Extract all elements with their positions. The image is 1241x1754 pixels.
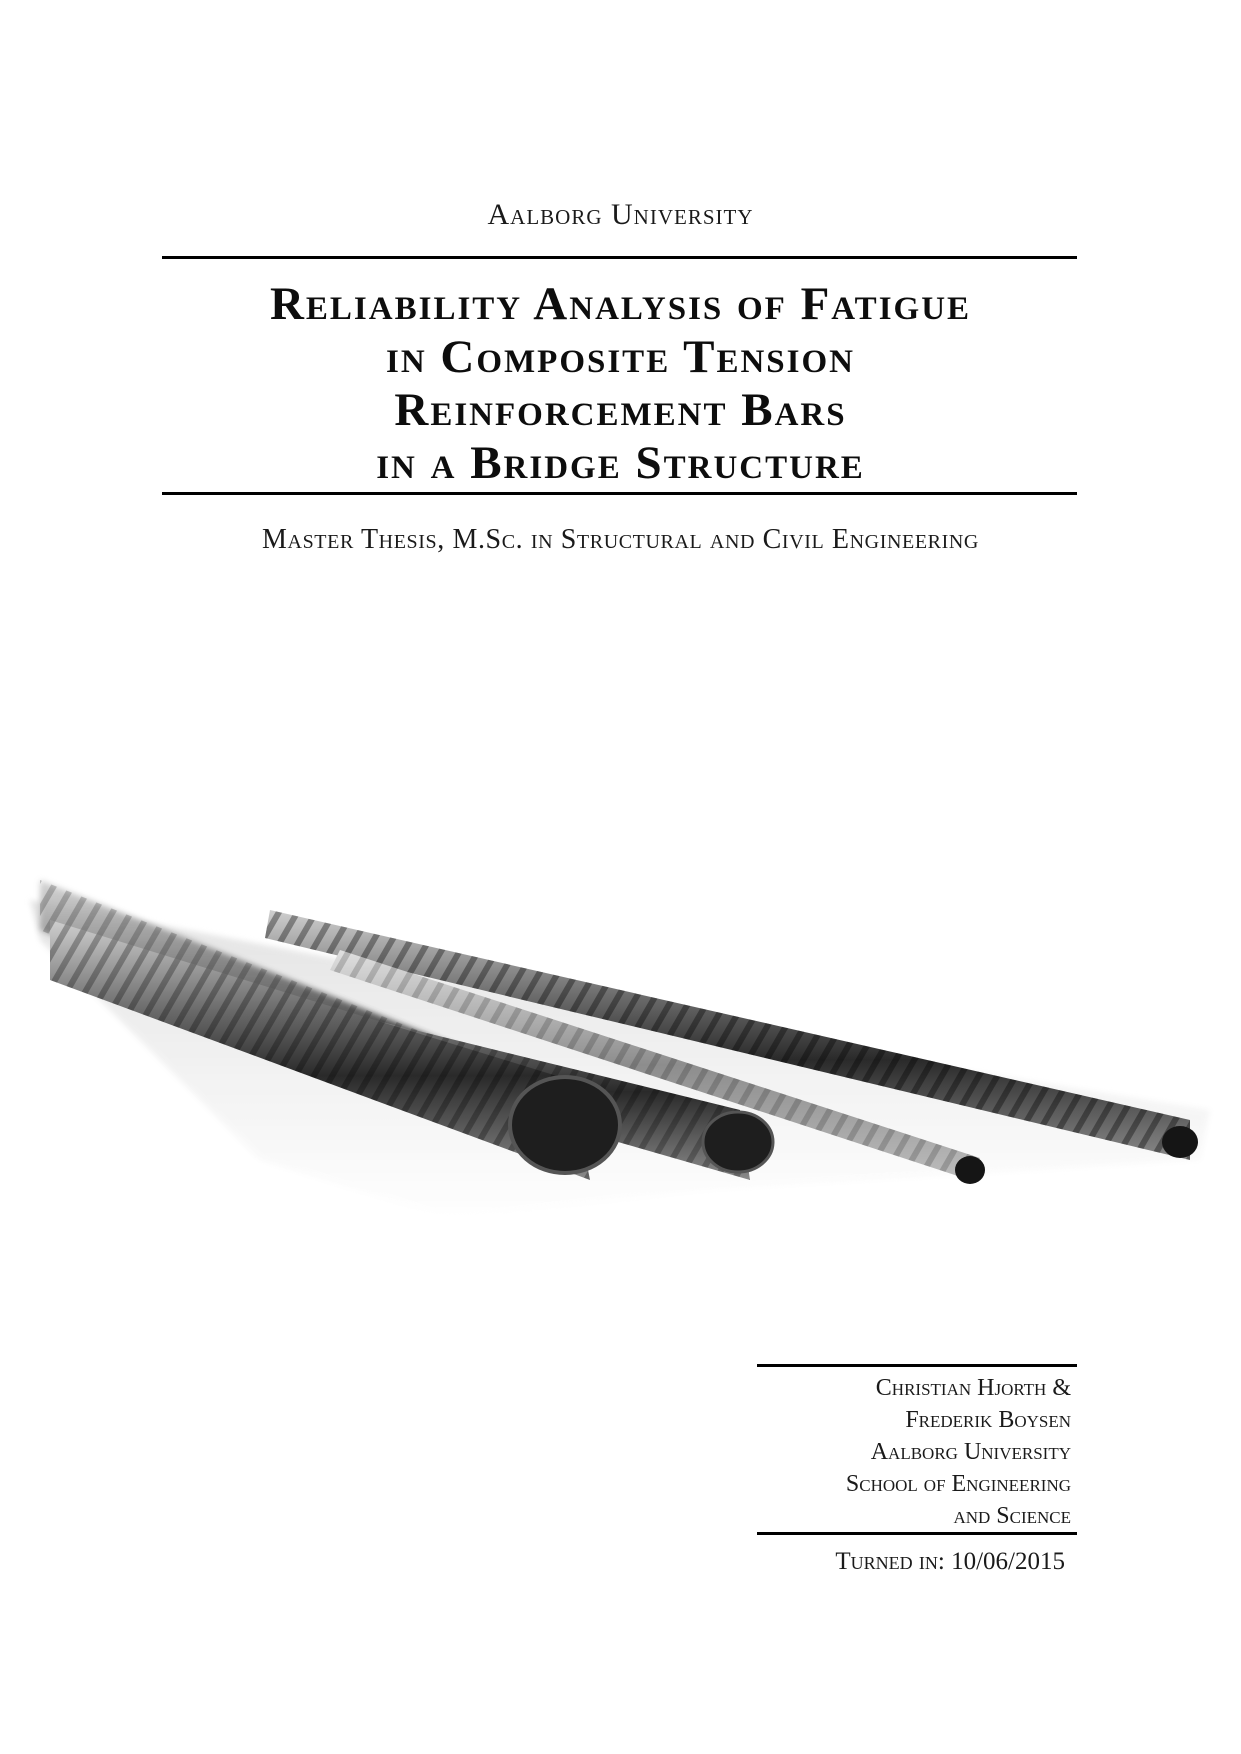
authors-top-rule xyxy=(757,1364,1077,1367)
authors-bottom-rule xyxy=(757,1532,1077,1535)
submission-label: Turned in: xyxy=(835,1548,945,1575)
rebar-photo-icon xyxy=(10,860,1240,1300)
university-name: Aalborg University xyxy=(487,198,754,231)
author-line-1: Christian Hjorth & xyxy=(875,1375,1071,1401)
submission-date: 10/06/2015 xyxy=(951,1548,1065,1575)
submission-date-line xyxy=(665,1546,1065,1578)
thesis-title xyxy=(0,278,1241,490)
author-line-5: and Science xyxy=(953,1503,1071,1529)
title-line-2: in Composite Tension xyxy=(385,331,855,383)
title-top-rule xyxy=(162,256,1077,259)
author-block xyxy=(671,1372,1071,1532)
author-line-2: Frederik Boysen xyxy=(905,1407,1071,1433)
title-line-4: in a Bridge Structure xyxy=(376,437,865,489)
thesis-subtitle: Master Thesis, M.Sc. in Structural and Civil Engineering xyxy=(262,524,979,555)
author-line-3: Aalborg University xyxy=(870,1439,1071,1465)
title-line-3: Reinforcement Bars xyxy=(394,384,847,436)
title-bottom-rule xyxy=(162,492,1077,495)
author-line-4: School of Engineering xyxy=(845,1471,1071,1497)
title-line-1: Reliability Analysis of Fatigue xyxy=(269,278,972,330)
